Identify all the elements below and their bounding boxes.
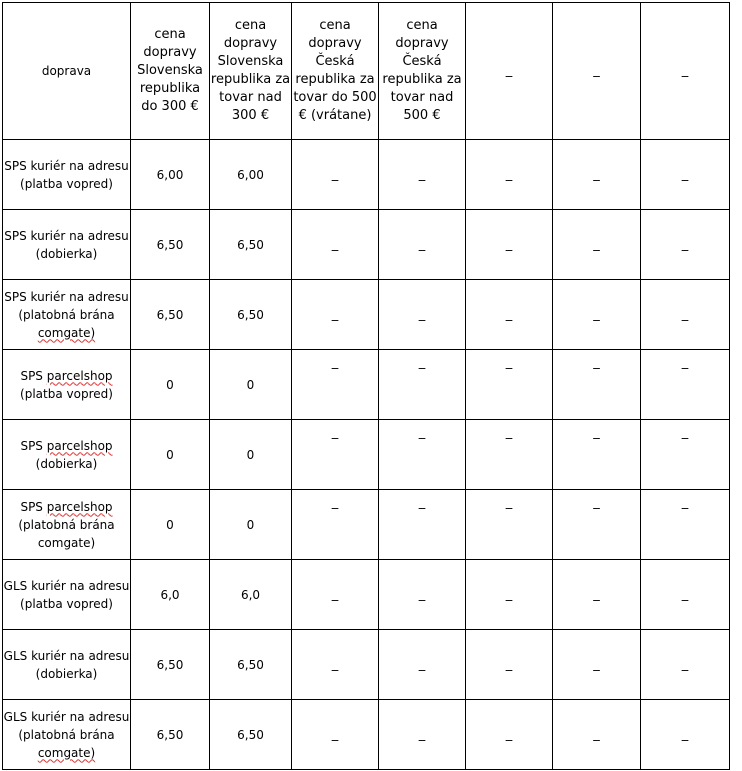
dash: _ xyxy=(505,726,513,742)
placeholder-cell xyxy=(641,490,730,560)
dash: _ xyxy=(418,495,426,510)
placeholder-cell xyxy=(466,210,553,280)
header-cell-sk-do-300 xyxy=(131,3,210,140)
price-sk-nad-300 xyxy=(210,560,292,630)
dash: _ xyxy=(505,656,513,672)
dash: _ xyxy=(681,726,689,742)
row-label-text: GLS kuriér na adresu (dobierka) xyxy=(3,648,130,681)
row-label xyxy=(3,140,131,210)
placeholder-cell xyxy=(553,350,641,420)
price-value: 6,50 xyxy=(237,727,264,742)
price-value: 0 xyxy=(246,517,255,532)
price-sk-do-300 xyxy=(131,630,210,700)
price-sk-do-300 xyxy=(131,350,210,420)
row-label-text-spellcheck: parcelshop xyxy=(46,438,113,453)
header-cell-empty-3 xyxy=(641,3,730,140)
dash: _ xyxy=(681,355,689,370)
placeholder-cell xyxy=(292,630,379,700)
dash: _ xyxy=(331,726,339,742)
placeholder-cell xyxy=(379,420,466,490)
dash: _ xyxy=(505,306,513,322)
placeholder-cell xyxy=(553,490,641,560)
table-row xyxy=(3,490,730,560)
row-label-text: SPS kuriér na adresu (dobierka) xyxy=(4,228,129,261)
dash: _ xyxy=(331,586,339,602)
row-label-text: GLS kuriér na adresu (platba vopred) xyxy=(3,578,130,611)
placeholder-cell xyxy=(466,280,553,350)
placeholder-cell xyxy=(379,560,466,630)
row-label-text: (platba vopred) xyxy=(20,386,113,401)
price-value: 6,50 xyxy=(156,657,184,672)
dash: _ xyxy=(593,495,600,510)
row-label-text: (dobierka) xyxy=(35,456,98,471)
table-row xyxy=(3,140,730,210)
header-label: cena dopravy Česká republika za tovar do 500 € (vrátane) xyxy=(293,18,377,123)
dash: _ xyxy=(331,355,339,370)
table-row xyxy=(3,280,730,350)
price-sk-nad-300 xyxy=(210,490,292,560)
placeholder-cell xyxy=(641,350,730,420)
price-sk-do-300 xyxy=(131,280,210,350)
row-label-text-spellcheck: parcelshop xyxy=(46,499,113,514)
price-value: 6,00 xyxy=(237,167,264,182)
dash: _ xyxy=(418,586,426,602)
price-sk-nad-300 xyxy=(210,420,292,490)
row-label-text: SPS xyxy=(20,499,47,514)
price-sk-do-300 xyxy=(131,700,210,770)
row-label-text-spellcheck: comgate) xyxy=(37,325,96,340)
price-sk-nad-300 xyxy=(210,630,292,700)
placeholder-cell xyxy=(641,420,730,490)
row-label-text: SPS xyxy=(20,368,47,383)
price-value: 6,0 xyxy=(160,587,180,602)
placeholder-cell xyxy=(292,280,379,350)
row-label xyxy=(3,350,131,420)
row-label xyxy=(3,490,131,560)
dash: _ xyxy=(505,425,513,440)
price-sk-do-300 xyxy=(131,420,210,490)
dash: _ xyxy=(593,306,600,322)
placeholder-cell xyxy=(466,350,553,420)
row-label xyxy=(3,700,131,770)
dash: _ xyxy=(593,656,600,672)
price-value: 6,00 xyxy=(156,167,184,182)
dash: _ xyxy=(331,495,339,510)
price-sk-do-300 xyxy=(131,490,210,560)
placeholder-cell xyxy=(292,350,379,420)
placeholder-cell xyxy=(379,490,466,560)
price-sk-nad-300 xyxy=(210,700,292,770)
dash: _ xyxy=(681,586,689,602)
placeholder-cell xyxy=(379,350,466,420)
dash: _ xyxy=(418,355,426,370)
table-row xyxy=(3,210,730,280)
header-cell-cz-nad-500 xyxy=(379,3,466,140)
header-label: cena dopravy Slovenska republika do 300 € xyxy=(137,27,203,114)
price-value: 6,50 xyxy=(237,307,264,322)
placeholder-cell xyxy=(466,140,553,210)
dash: _ xyxy=(681,236,689,252)
price-value: 6,50 xyxy=(156,237,184,252)
dash: _ xyxy=(418,425,426,440)
dash: _ xyxy=(418,656,426,672)
placeholder-cell xyxy=(466,560,553,630)
dash: _ xyxy=(505,355,513,370)
price-value: 0 xyxy=(166,377,174,392)
dash: _ xyxy=(681,656,689,672)
placeholder-cell xyxy=(553,420,641,490)
header-label: cena dopravy Česká republika za tovar nad 500 € xyxy=(382,18,462,123)
price-sk-do-300 xyxy=(131,140,210,210)
placeholder-cell xyxy=(292,420,379,490)
header-cell-doprava xyxy=(3,3,131,140)
placeholder-cell xyxy=(641,140,730,210)
price-value: 0 xyxy=(166,447,174,462)
price-value: 0 xyxy=(246,447,255,462)
placeholder-cell xyxy=(641,280,730,350)
dash: _ xyxy=(593,726,600,742)
header-cell-empty-2 xyxy=(553,3,641,140)
placeholder-cell xyxy=(292,700,379,770)
price-value: 6,50 xyxy=(237,657,264,672)
placeholder-cell xyxy=(466,420,553,490)
placeholder-cell xyxy=(292,490,379,560)
placeholder-cell xyxy=(553,210,641,280)
row-label xyxy=(3,280,131,350)
placeholder-cell xyxy=(379,630,466,700)
placeholder-cell xyxy=(466,630,553,700)
row-label-text-spellcheck: comgate) xyxy=(37,745,96,760)
dash: _ xyxy=(505,166,513,182)
dash: _ xyxy=(331,656,339,672)
header-label: cena dopravy Slovenska republika za tovar nad 300 € xyxy=(210,18,291,123)
dash: _ xyxy=(331,236,339,252)
dash: _ xyxy=(331,166,339,182)
row-label xyxy=(3,210,131,280)
row-label xyxy=(3,560,131,630)
price-value: 6,50 xyxy=(237,237,264,252)
row-label xyxy=(3,630,131,700)
placeholder-cell xyxy=(641,210,730,280)
dash: _ xyxy=(505,236,513,252)
placeholder-cell xyxy=(292,210,379,280)
dash: _ xyxy=(593,355,600,370)
price-value: 0 xyxy=(246,377,255,392)
price-sk-do-300 xyxy=(131,210,210,280)
dash: _ xyxy=(505,586,513,602)
placeholder-cell xyxy=(641,560,730,630)
row-label-text: SPS kuriér na adresu (platobná brána xyxy=(4,289,129,322)
placeholder-cell xyxy=(379,210,466,280)
header-label: doprava xyxy=(41,64,92,78)
price-sk-nad-300 xyxy=(210,280,292,350)
price-value: 6,50 xyxy=(156,727,184,742)
placeholder-cell xyxy=(379,140,466,210)
placeholder-cell xyxy=(466,700,553,770)
dash: _ xyxy=(593,425,600,440)
row-label-text: GLS kuriér na adresu (platobná brána xyxy=(3,709,130,742)
placeholder-cell xyxy=(292,140,379,210)
placeholder-cell xyxy=(641,700,730,770)
dash: _ xyxy=(593,586,600,602)
header-dash: _ xyxy=(505,63,513,78)
header-cell-cz-do-500 xyxy=(292,3,379,140)
placeholder-cell xyxy=(553,630,641,700)
placeholder-cell xyxy=(553,280,641,350)
placeholder-cell xyxy=(553,700,641,770)
dash: _ xyxy=(681,166,689,182)
row-label-text-spellcheck: parcelshop xyxy=(46,368,113,383)
shipping-price-table xyxy=(2,2,730,770)
dash: _ xyxy=(331,425,339,440)
placeholder-cell xyxy=(379,280,466,350)
placeholder-cell xyxy=(466,490,553,560)
dash: _ xyxy=(681,425,689,440)
price-sk-nad-300 xyxy=(210,210,292,280)
row-label-text: SPS kuriér na adresu (platba vopred) xyxy=(4,158,129,191)
header-cell-sk-nad-300 xyxy=(210,3,292,140)
table-row xyxy=(3,560,730,630)
price-value: 6,0 xyxy=(240,587,261,602)
dash: _ xyxy=(418,236,426,252)
placeholder-cell xyxy=(292,560,379,630)
dash: _ xyxy=(681,495,689,510)
header-cell-empty-1 xyxy=(466,3,553,140)
placeholder-cell xyxy=(553,560,641,630)
dash: _ xyxy=(418,726,426,742)
row-label-text: SPS xyxy=(20,438,47,453)
price-value: 0 xyxy=(166,517,174,532)
price-sk-nad-300 xyxy=(210,140,292,210)
table-row xyxy=(3,350,730,420)
price-sk-nad-300 xyxy=(210,350,292,420)
placeholder-cell xyxy=(553,140,641,210)
table-row xyxy=(3,420,730,490)
price-value: 6,50 xyxy=(156,307,184,322)
placeholder-cell xyxy=(379,700,466,770)
dash: _ xyxy=(331,306,339,322)
table-row xyxy=(3,700,730,770)
row-label-text: (platobná brána comgate) xyxy=(18,517,115,550)
header-dash: _ xyxy=(593,63,600,78)
table-row xyxy=(3,630,730,700)
price-sk-do-300 xyxy=(131,560,210,630)
dash: _ xyxy=(593,236,600,252)
dash: _ xyxy=(418,166,426,182)
dash: _ xyxy=(593,166,600,182)
header-row xyxy=(3,3,730,140)
dash: _ xyxy=(418,306,426,322)
dash: _ xyxy=(505,495,513,510)
dash: _ xyxy=(681,306,689,322)
placeholder-cell xyxy=(641,630,730,700)
header-dash: _ xyxy=(681,63,689,78)
row-label xyxy=(3,420,131,490)
